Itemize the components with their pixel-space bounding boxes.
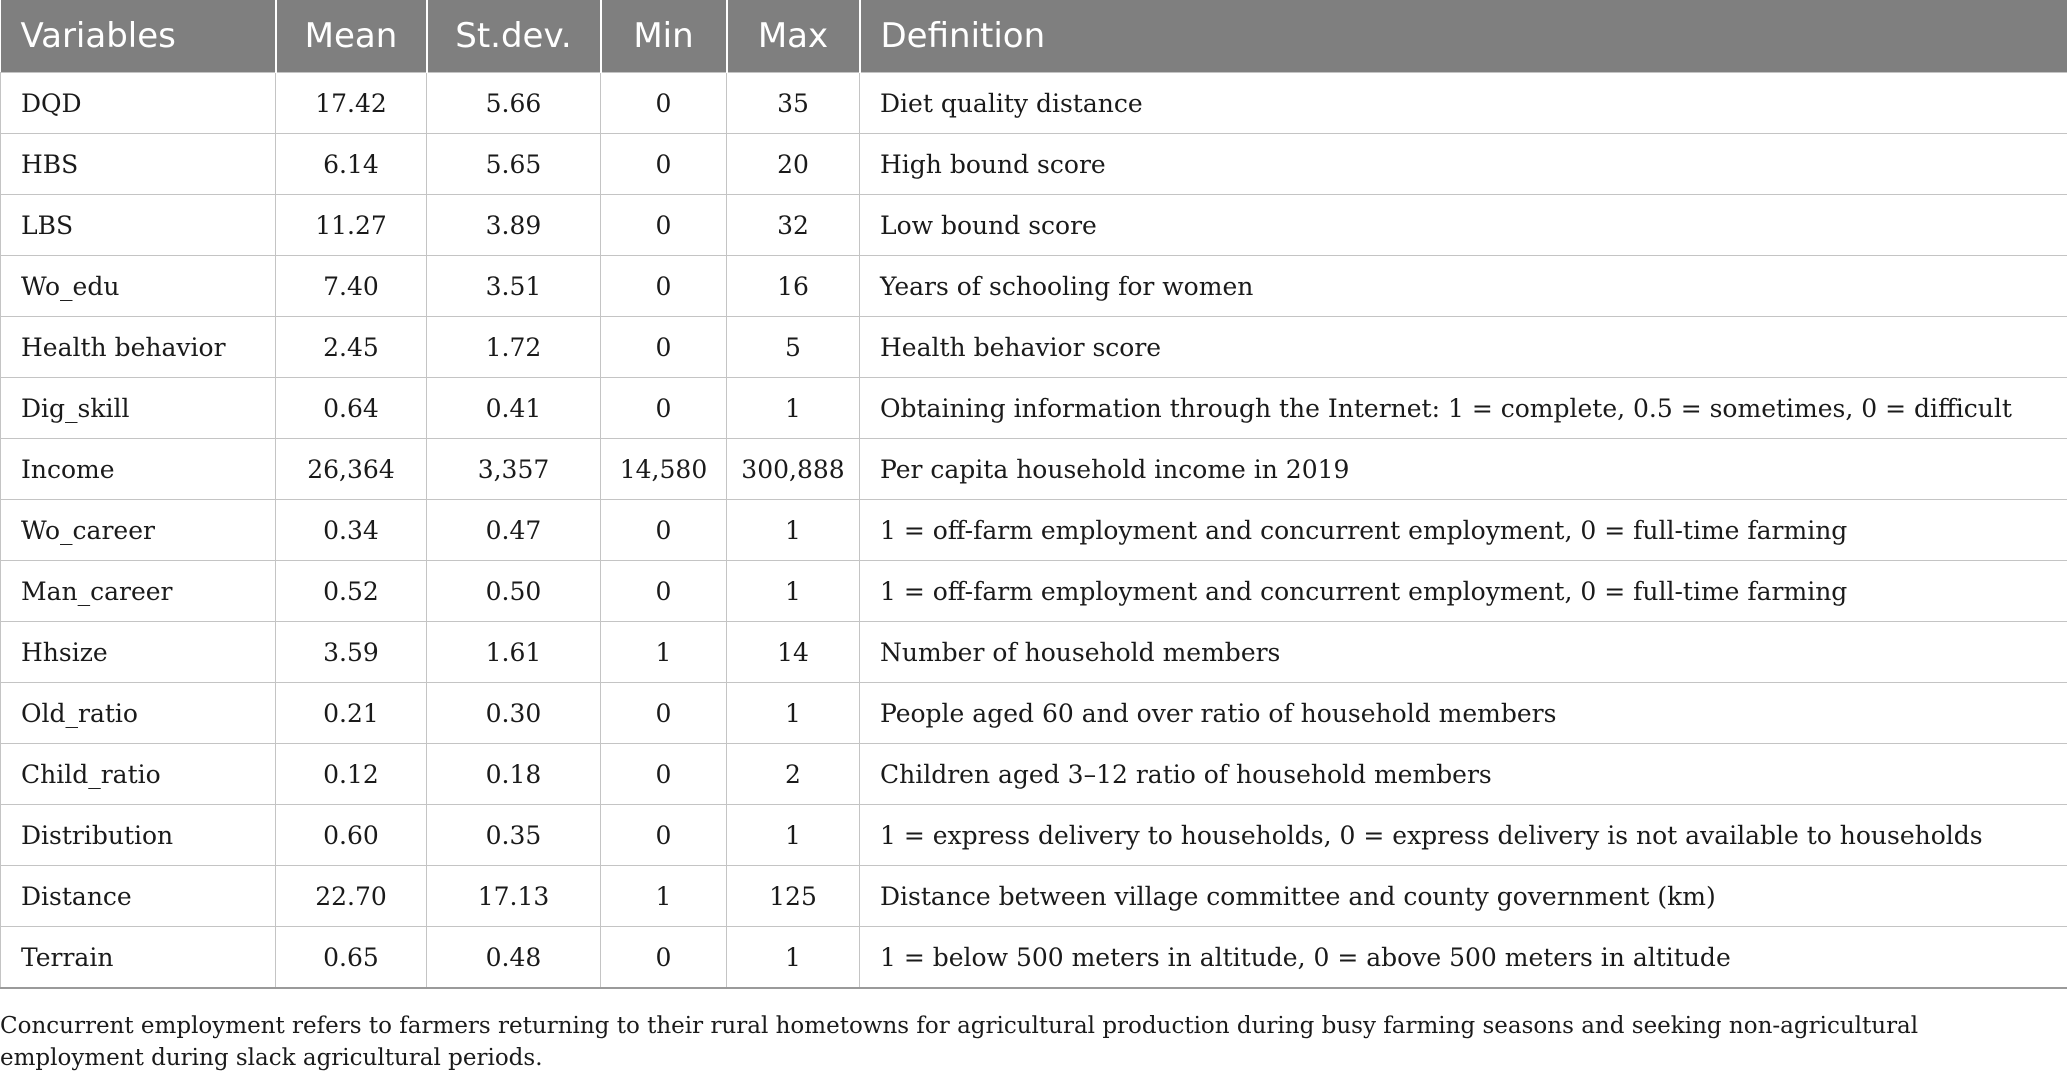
cell-variable: Terrain: [1, 927, 276, 989]
table-header: [1, 0, 2067, 73]
table-footnote: Concurrent employment refers to farmers returning to their rural hometowns for agricultural production during busy farming seasons and seeking non-agricultural employment during slack agricultural periods.: [0, 1013, 1919, 1071]
cell-definition: 1 = off-farm employment and concurrent employment, 0 = full-time farming: [860, 561, 2067, 622]
header-max: Max: [727, 0, 860, 73]
cell-mean: 0.60: [276, 805, 427, 866]
cell-min: 0: [601, 195, 727, 256]
cell-max: 16: [727, 256, 860, 317]
table-row: [1, 622, 2067, 683]
table-row: [1, 683, 2067, 744]
cell-stdev: 0.50: [427, 561, 601, 622]
cell-variable: Wo_career: [1, 500, 276, 561]
cell-stdev: 5.65: [427, 134, 601, 195]
cell-variable: Old_ratio: [1, 683, 276, 744]
table-row: [1, 195, 2067, 256]
cell-mean: 7.40: [276, 256, 427, 317]
cell-stdev: 0.30: [427, 683, 601, 744]
cell-max: 32: [727, 195, 860, 256]
cell-min: 0: [601, 927, 727, 989]
cell-min: 0: [601, 805, 727, 866]
table-row: [1, 744, 2067, 805]
cell-stdev: 3,357: [427, 439, 601, 500]
cell-min: 0: [601, 134, 727, 195]
table-row: [1, 378, 2067, 439]
table-row: [1, 927, 2067, 989]
cell-min: 14,580: [601, 439, 727, 500]
cell-min: 0: [601, 744, 727, 805]
header-stdev: St.dev.: [427, 0, 601, 73]
cell-mean: 11.27: [276, 195, 427, 256]
cell-max: 1: [727, 500, 860, 561]
cell-max: 20: [727, 134, 860, 195]
cell-variable: LBS: [1, 195, 276, 256]
cell-variable: DQD: [1, 73, 276, 134]
cell-definition: Health behavior score: [860, 317, 2067, 378]
cell-variable: Health behavior: [1, 317, 276, 378]
cell-variable: Distribution: [1, 805, 276, 866]
cell-max: 1: [727, 805, 860, 866]
table-row: [1, 73, 2067, 134]
cell-max: 1: [727, 561, 860, 622]
cell-definition: Obtaining information through the Internet: 1 = complete, 0.5 = sometimes, 0 = difficult: [860, 378, 2067, 439]
cell-definition: High bound score: [860, 134, 2067, 195]
table-row: [1, 561, 2067, 622]
cell-stdev: 0.41: [427, 378, 601, 439]
cell-mean: 2.45: [276, 317, 427, 378]
cell-min: 1: [601, 622, 727, 683]
cell-stdev: 1.72: [427, 317, 601, 378]
cell-definition: Per capita household income in 2019: [860, 439, 2067, 500]
cell-variable: Wo_edu: [1, 256, 276, 317]
cell-definition: People aged 60 and over ratio of household members: [860, 683, 2067, 744]
table-body: [1, 73, 2067, 989]
cell-variable: Distance: [1, 866, 276, 927]
cell-variable: HBS: [1, 134, 276, 195]
header-row: [1, 0, 2067, 73]
cell-max: 125: [727, 866, 860, 927]
header-definition: Definition: [860, 0, 2067, 73]
table-row: [1, 134, 2067, 195]
cell-min: 0: [601, 500, 727, 561]
cell-stdev: 3.89: [427, 195, 601, 256]
cell-mean: 0.34: [276, 500, 427, 561]
table-row: [1, 256, 2067, 317]
header-mean: Mean: [276, 0, 427, 73]
cell-definition: 1 = express delivery to households, 0 = express delivery is not available to households: [860, 805, 2067, 866]
cell-stdev: 1.61: [427, 622, 601, 683]
cell-min: 0: [601, 317, 727, 378]
cell-min: 1: [601, 866, 727, 927]
cell-min: 0: [601, 256, 727, 317]
header-min: Min: [601, 0, 727, 73]
cell-stdev: 0.18: [427, 744, 601, 805]
cell-variable: Dig_skill: [1, 378, 276, 439]
cell-variable: Hhsize: [1, 622, 276, 683]
cell-max: 35: [727, 73, 860, 134]
cell-variable: Child_ratio: [1, 744, 276, 805]
table-row: [1, 317, 2067, 378]
cell-mean: 0.12: [276, 744, 427, 805]
cell-definition: Distance between village committee and county government (km): [860, 866, 2067, 927]
cell-min: 0: [601, 378, 727, 439]
cell-mean: 0.64: [276, 378, 427, 439]
cell-variable: Man_career: [1, 561, 276, 622]
table-row: [1, 805, 2067, 866]
cell-mean: 17.42: [276, 73, 427, 134]
table-row: [1, 866, 2067, 927]
cell-definition: Years of schooling for women: [860, 256, 2067, 317]
table-row: [1, 500, 2067, 561]
cell-max: 5: [727, 317, 860, 378]
cell-max: 1: [727, 378, 860, 439]
cell-min: 0: [601, 561, 727, 622]
cell-max: 1: [727, 927, 860, 989]
cell-mean: 3.59: [276, 622, 427, 683]
cell-min: 0: [601, 683, 727, 744]
cell-definition: Number of household members: [860, 622, 2067, 683]
cell-stdev: 0.35: [427, 805, 601, 866]
cell-max: 1: [727, 683, 860, 744]
cell-max: 14: [727, 622, 860, 683]
header-variables: Variables: [1, 0, 276, 73]
cell-max: 2: [727, 744, 860, 805]
cell-mean: 0.65: [276, 927, 427, 989]
cell-variable: Income: [1, 439, 276, 500]
table-row: [1, 439, 2067, 500]
cell-stdev: 0.48: [427, 927, 601, 989]
cell-definition: Low bound score: [860, 195, 2067, 256]
cell-min: 0: [601, 73, 727, 134]
cell-stdev: 17.13: [427, 866, 601, 927]
cell-max: 300,888: [727, 439, 860, 500]
cell-mean: 0.52: [276, 561, 427, 622]
cell-stdev: 5.66: [427, 73, 601, 134]
cell-definition: 1 = below 500 meters in altitude, 0 = above 500 meters in altitude: [860, 927, 2067, 989]
cell-mean: 6.14: [276, 134, 427, 195]
cell-mean: 0.21: [276, 683, 427, 744]
cell-stdev: 3.51: [427, 256, 601, 317]
cell-stdev: 0.47: [427, 500, 601, 561]
cell-definition: Children aged 3–12 ratio of household members: [860, 744, 2067, 805]
cell-mean: 26,364: [276, 439, 427, 500]
cell-mean: 22.70: [276, 866, 427, 927]
cell-definition: 1 = off-farm employment and concurrent employment, 0 = full-time farming: [860, 500, 2067, 561]
cell-definition: Diet quality distance: [860, 73, 2067, 134]
